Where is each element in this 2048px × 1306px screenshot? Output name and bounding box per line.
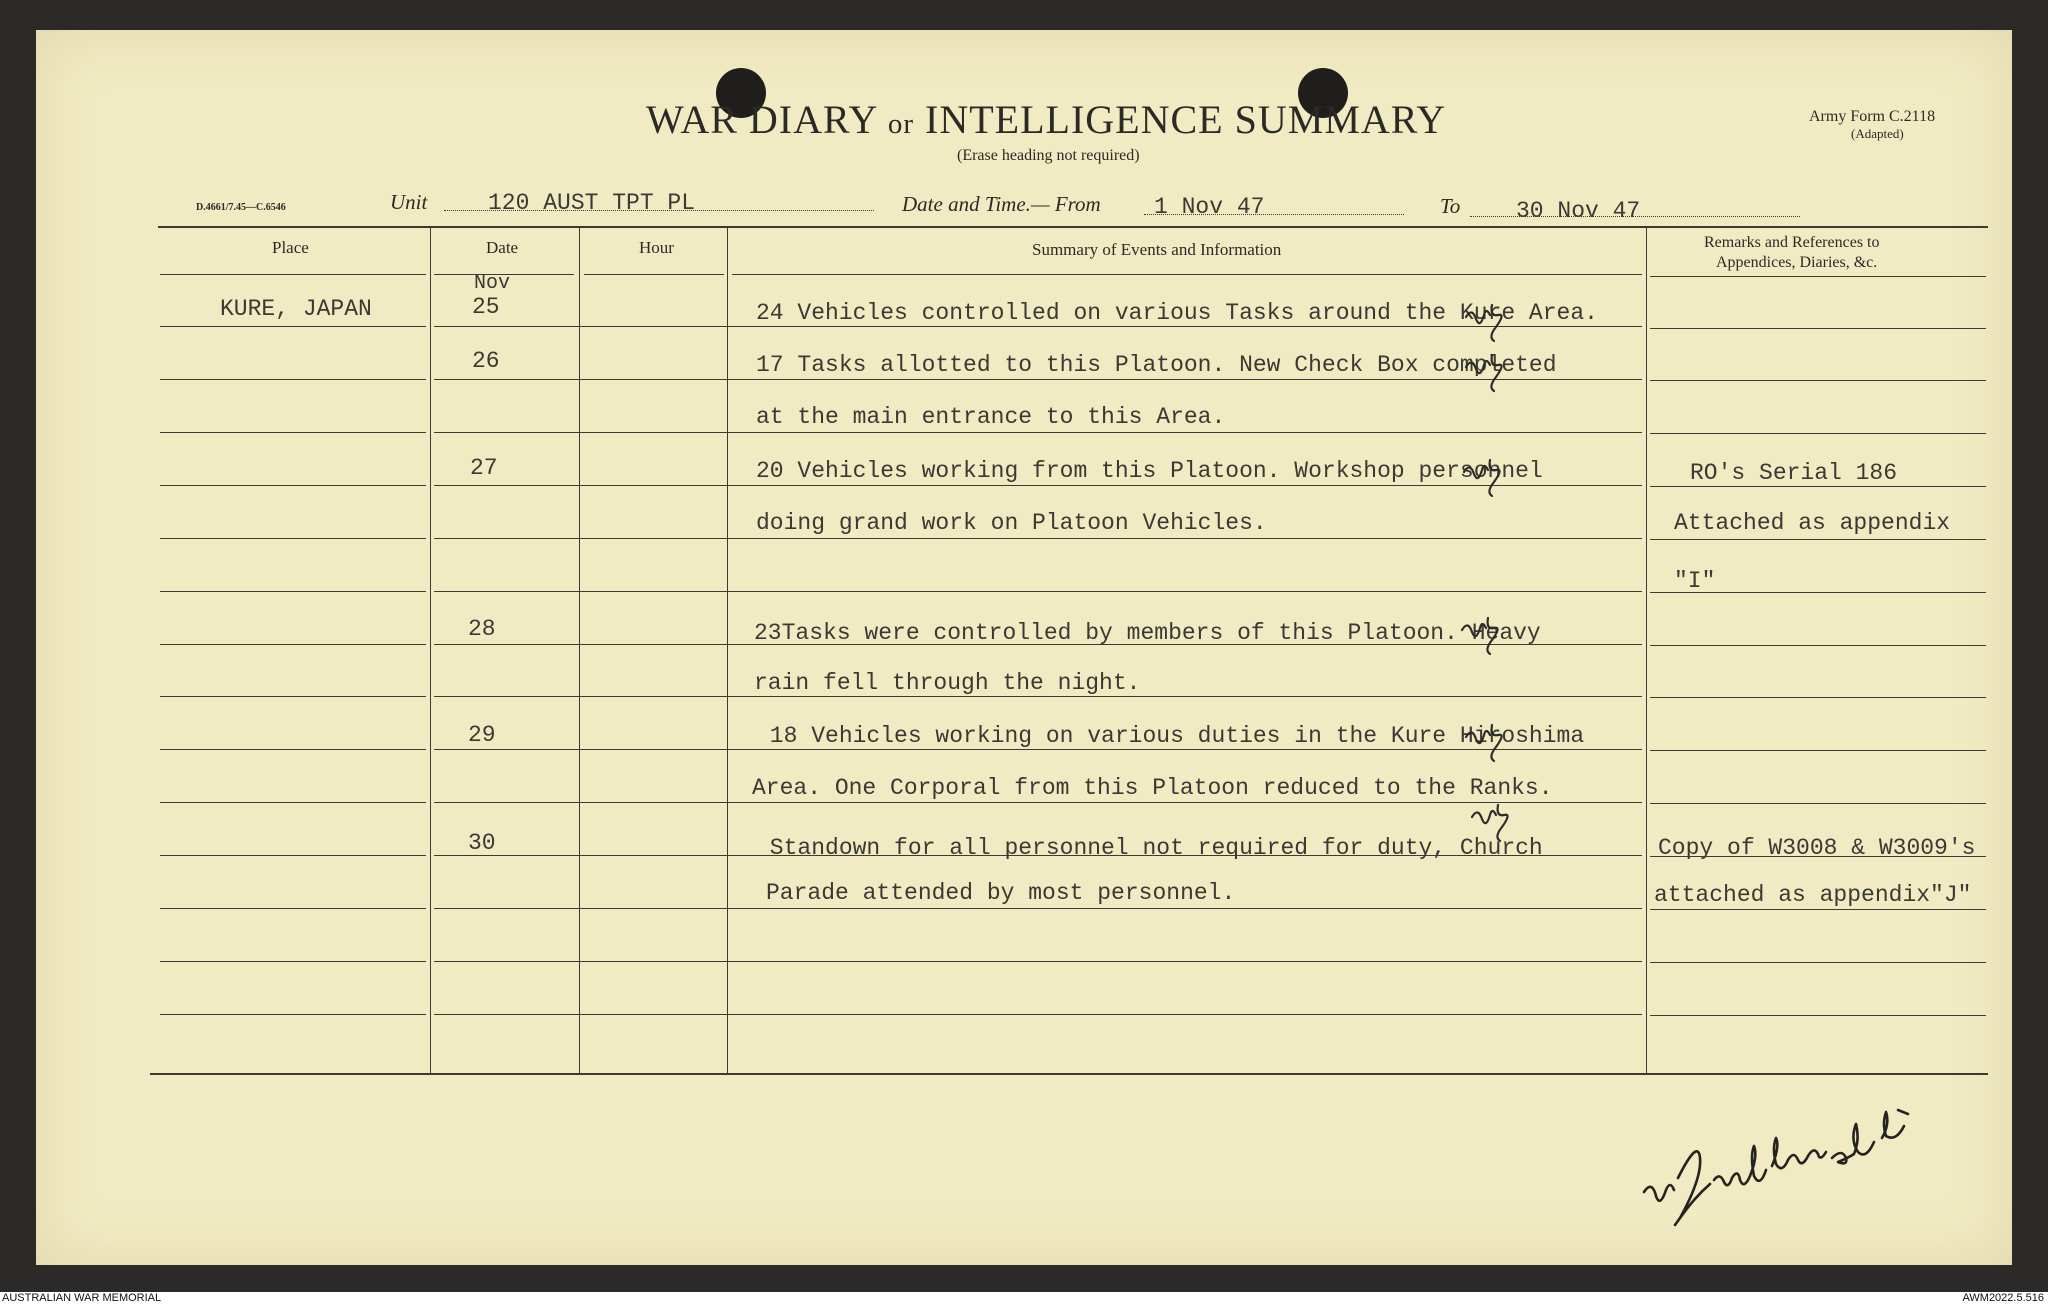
unit-value: 120 AUST TPT PL [488, 190, 696, 216]
archive-footer [0, 1292, 2048, 1306]
header-remarks-line2: Appendices, Diaries, &c. [1716, 254, 1878, 271]
title-or: or [887, 108, 915, 140]
initials-mark [1472, 805, 1508, 841]
summary-line: 23Tasks were controlled by members of this Platoon. Heavy [754, 620, 1541, 646]
date-27: 27 [470, 455, 498, 481]
date-28: 28 [468, 616, 496, 642]
date-26: 26 [472, 348, 500, 374]
footer-credit: AUSTRALIAN WAR MEMORIAL [2, 1292, 162, 1304]
title-war-diary: WAR DIARY [646, 97, 877, 142]
title-intelligence-summary: INTELLIGENCE SUMMARY [925, 97, 1447, 142]
initials-mark [1462, 618, 1498, 654]
date-30: 30 [468, 830, 496, 856]
remarks-line: attached as appendix"J" [1654, 882, 1972, 908]
place-cell: KURE, JAPAN [220, 296, 372, 322]
summary-line: Area. One Corporal from this Platoon reduced to the Ranks. [752, 775, 1553, 801]
date-from-value: 1 Nov 47 [1154, 194, 1265, 220]
remarks-line: "I" [1674, 568, 1716, 594]
summary-line: doing grand work on Platoon Vehicles. [756, 510, 1267, 536]
summary-line: at the main entrance to this Area. [756, 404, 1226, 430]
date-time-label: Date and Time.— From [902, 192, 1101, 216]
summary-line: rain fell through the night. [754, 670, 1141, 696]
initials-mark [1466, 305, 1502, 341]
header-place: Place [272, 238, 309, 257]
remarks-line: RO's Serial 186 [1690, 460, 1898, 486]
army-form-adapted: (Adapted) [1851, 126, 1904, 141]
header-summary: Summary of Events and Information [1032, 240, 1282, 259]
summary-line: 24 Vehicles controlled on various Tasks around the Kure Area. [756, 300, 1598, 326]
initials-mark [1466, 355, 1502, 391]
header-hour: Hour [639, 238, 674, 257]
summary-line: 18 Vehicles working on various duties in the Kure Hiroshima [756, 723, 1585, 749]
summary-line: 17 Tasks allotted to this Platoon. New Check Box completed [756, 352, 1557, 378]
signature [1636, 1080, 1976, 1230]
footer-accession: AWM2022.5.516 [1962, 1292, 2044, 1304]
date-29: 29 [468, 722, 496, 748]
army-form-number: Army Form C.2118 [1809, 108, 1936, 125]
form-subtitle: (Erase heading not required) [957, 147, 1140, 164]
initials-mark [1464, 460, 1500, 496]
war-diary-page [36, 30, 2012, 1265]
to-label: To [1440, 194, 1461, 218]
date-month: Nov [474, 272, 511, 295]
header-date: Date [486, 238, 519, 257]
unit-label: Unit [390, 190, 428, 214]
print-code: D.4661/7.45—C.6546 [196, 202, 286, 213]
summary-line: Parade attended by most personnel. [766, 880, 1236, 906]
date-25: 25 [472, 294, 500, 320]
summary-line: Standown for all personnel not required for duty, Church [756, 835, 1543, 861]
remarks-line: Copy of W3008 & W3009's [1658, 835, 1976, 861]
summary-line: 20 Vehicles working from this Platoon. Workshop personnel [756, 458, 1543, 484]
date-to-value: 30 Nov 47 [1516, 198, 1641, 224]
remarks-line: Attached as appendix [1674, 510, 1951, 536]
header-remarks-line1: Remarks and References to [1704, 234, 1880, 251]
initials-mark [1466, 725, 1502, 761]
